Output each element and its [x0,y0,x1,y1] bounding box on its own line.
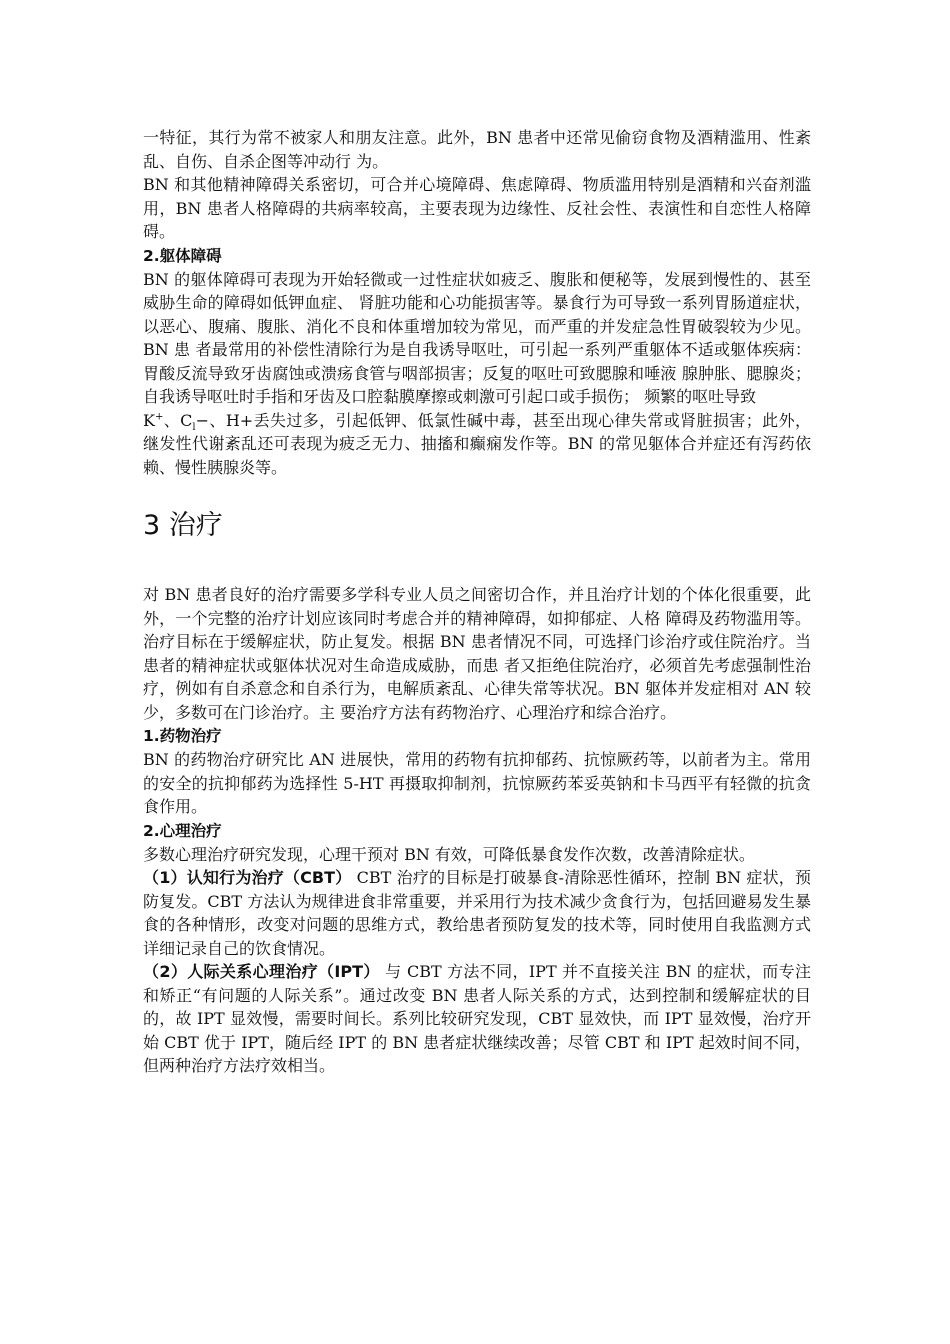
subheading-somatic-disorders: 2.躯体障碍 [143,246,222,265]
chloride-subscript: l [192,421,196,433]
potassium-charge: + [154,411,164,423]
ipt-text: 与 CBT 方法不同，IPT 并不直接关注 BN 的症状，而专注和矫正“有问题的人际关系”。通过改变 BN 患者人际关系的方式，达到控制和缓解症状的目的，故 IPT 显效慢，需要时间长。系列比较研究发现，CBT 显效快，而 IPT 显效慢，治疗开始 CBT 优于 IPT，随后经 IPT 的 BN 患者症状继续改善；尽管 CBT 和 IPT 起效时间不同，但两种治疗方法疗效相当。 [143,962,811,1075]
somatic-text-part-a: BN 的躯体障碍可表现为开始轻微或一过性症状如疲乏、腹胀和便秘等，发展到慢性的、甚至威胁生命的障碍如低钾血症、 肾脏功能和心功能损害等。暴食行为可导致一系列胃肠道症状，以恶心、腹痛、腹胀、消化不良和体重增加较为常见，而严重的并发症急性胃破裂较为少见。BN 患 者最常用的补偿性清除行为是自我诱导呕吐，可引起一系列严重躯体不适或躯体疾病：胃酸反流导致牙齿腐蚀或溃疡食管与咽部损害；反复的呕吐可致腮腺和唾液 腺肿胀、腮腺炎；自我诱导呕吐时手指和牙齿及口腔黏膜摩擦或刺激可引起口或手损伤； 频繁的呕吐导致 [143,269,811,406]
paragraph-psychotherapy: 多数心理治疗研究发现，心理干预对 BN 有效，可降低暴食发作次数，改善清除症状。 [143,844,755,864]
chloride-symbol: 、C [163,410,193,430]
paragraph-comorbidity: BN 和其他精神障碍关系密切，可合并心境障碍、焦虑障碍、物质滥用特别是酒精和兴奋剂滥用，BN 患者人格障碍的共病率较高，主要表现为边缘性、反社会性、表演性和自恋性人格障碍。 [143,175,811,241]
cbt-lead: （1）认知行为治疗（CBT） [143,868,352,887]
potassium-symbol: K [143,410,155,430]
ipt-lead: （2）人际关系心理治疗（IPT） [143,962,380,981]
somatic-text-part-b: −、H+丢失过多，引起低钾、低氯性碱中毒，甚至出现心律失常或肾脏损害；此外，继发性代谢紊乱还可表现为疲乏无力、抽搐和癫痫发作等。BN 的常见躯体合并症还有泻药依赖、慢性胰腺炎等。 [143,410,811,477]
paragraph-impulsive-behavior: 一特征，其行为常不被家人和朋友注意。此外，BN 患者中还常见偷窃食物及酒精滥用、性紊乱、自伤、自杀企图等冲动行 为。 [143,128,811,171]
cbt-text: CBT 治疗的目标是打破暴食-清除恶性循环，控制 BN 症状，预防复发。CBT 方法认为规律进食非常重要，并采用行为技术减少贪食行为，包括回避易发生暴食的各种情形，改变对问题的思维方式，教给患者预防复发的技术等，同时使用自我监测方式详细记录自己的饮食情况。 [143,868,811,958]
paragraph-somatic-disorders [143,268,811,480]
paragraph-treatment-intro: 对 BN 患者良好的治疗需要多学科专业人员之间密切合作，并且治疗计划的个体化很重要，此外，一个完整的治疗计划应该同时考虑合并的精神障碍，如抑郁症、人格 障碍及药物滥用等。治疗目标在于缓解症状，防止复发。根据 BN 患者情况不同，可选择门诊治疗或住院治疗。当患者的精神症状或躯体状况对生命造成威胁，而患 者又拒绝住院治疗，必须首先考虑强制性治疗，例如有自杀意念和自杀行为，电解质紊乱、心律失常等状况。BN 躯体并发症相对 AN 较少，多数可在门诊治疗。主 要治疗方法有药物治疗、心理治疗和综合治疗。 [143,585,811,722]
subheading-drug-therapy: 1.药物治疗 [143,727,222,745]
paragraph-drug-therapy: BN 的药物治疗研究比 AN 进展快，常用的药物有抗抑郁药、抗惊厥药等，以前者为主。常用的安全的抗抑郁药为选择性 5-HT 再摄取抑制剂，抗惊厥药苯妥英钠和卡马西平有轻微的抗贪食作用。 [143,750,811,816]
document-page [143,126,811,1078]
paragraph-cbt [143,866,811,960]
section-heading-treatment: 3 治疗 [143,510,223,541]
subheading-psychotherapy: 2.心理治疗 [143,821,222,840]
paragraph-ipt [143,960,811,1078]
